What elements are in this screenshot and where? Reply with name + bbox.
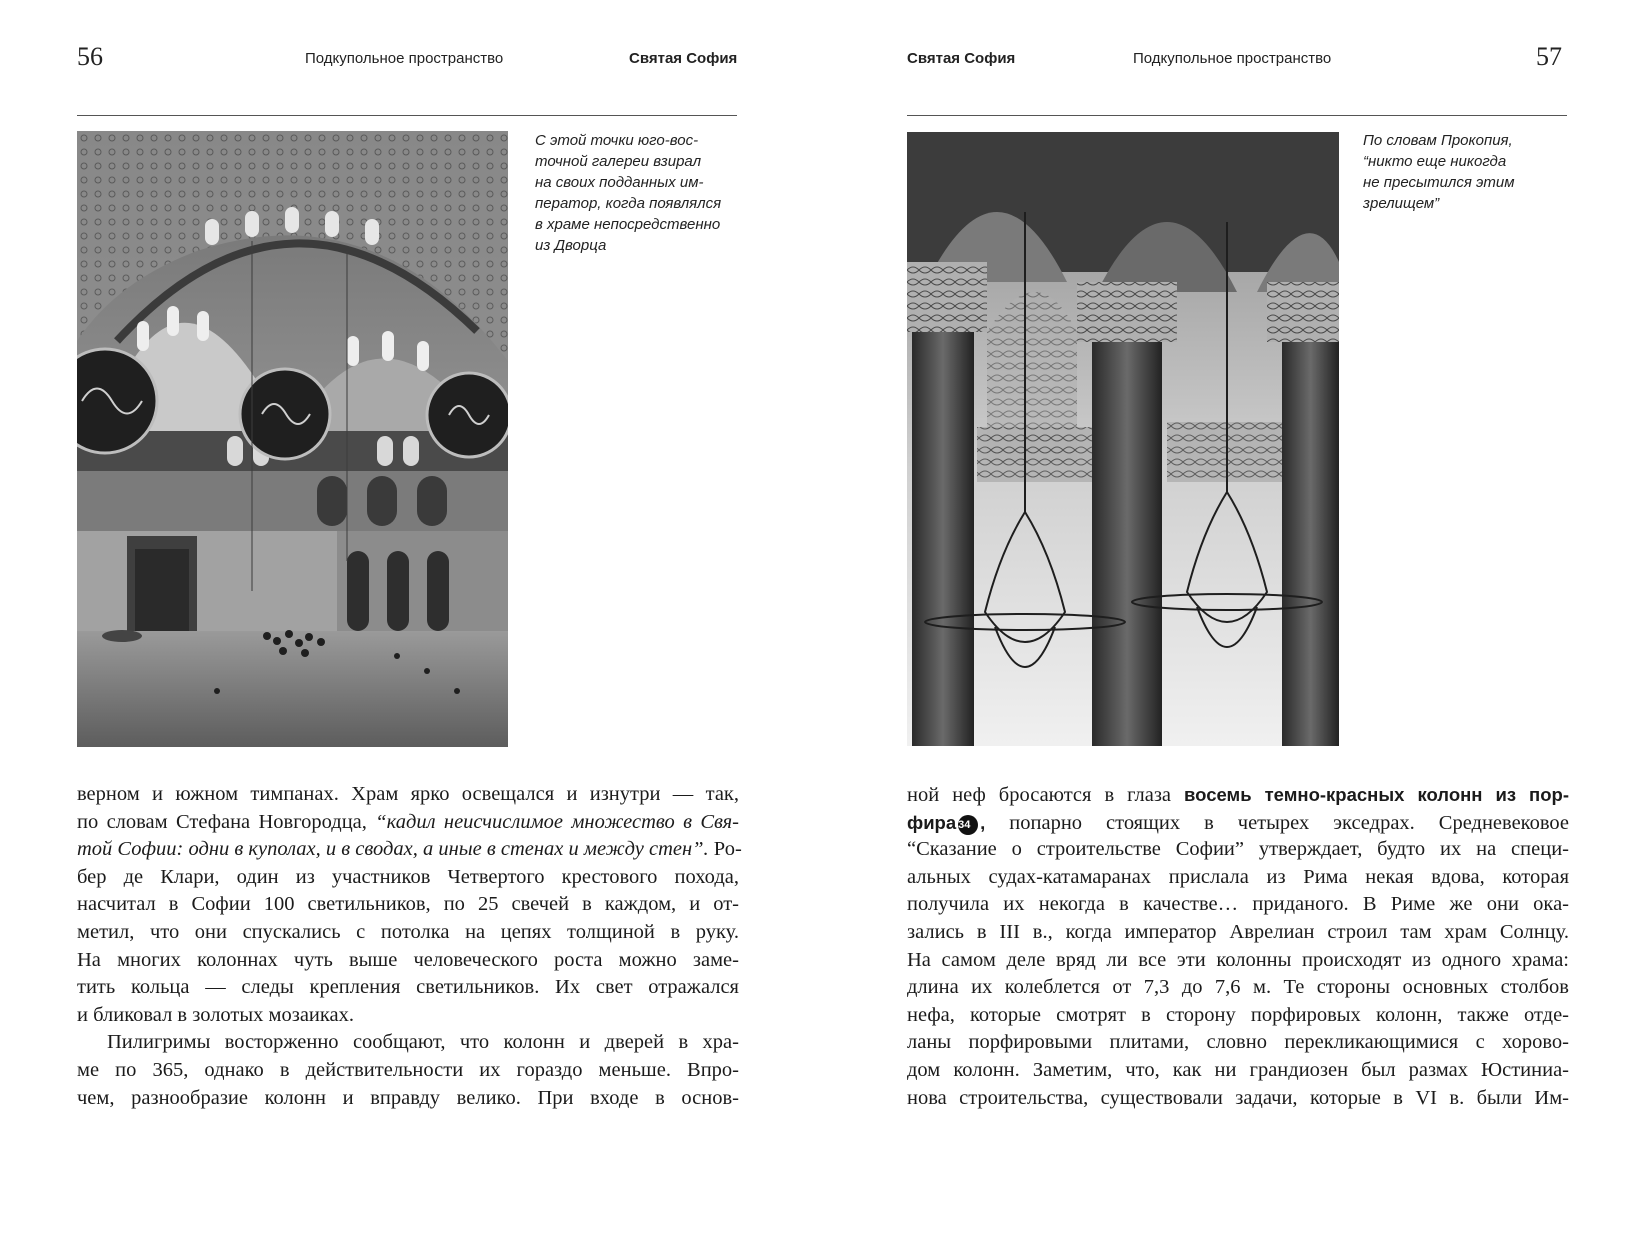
body-text-run: насчитал в Софии 100 светильников, по 25 свечей в каждом, и от-	[77, 893, 739, 916]
body-line	[77, 1085, 739, 1113]
body-text-run: зались в III в., когда император Аврелиан строил там храм Солнцу.	[907, 920, 1569, 943]
body-text-run: получила их некогда в качестве… приданого. В Риме же они ока-	[907, 893, 1569, 916]
body-text-run: “Сказание о строительстве Софии” утверждает, будто их на специ-	[907, 838, 1569, 861]
columns-photo-illustration	[907, 132, 1339, 746]
caption-line: зрелищем”	[1363, 195, 1440, 212]
body-line	[77, 1002, 739, 1030]
body-line	[907, 1002, 1569, 1030]
body-text	[77, 781, 742, 1112]
body-text-run: нефа, которые смотрят в сторону порфировых колонн, также отде-	[907, 1003, 1569, 1026]
header-rule	[77, 115, 737, 116]
body-text-run: дом колонн. Заметим, что, как ни грандиозен был размах Юстиниа-	[907, 1058, 1569, 1081]
running-head-title: Святая София	[629, 50, 738, 67]
body-line	[907, 1085, 1569, 1113]
running-head-section: Подкупольное пространство	[1133, 50, 1332, 67]
body-text-run: бер де Клари, один из участников Четвертого крестового похода,	[77, 865, 739, 888]
body-line	[77, 891, 739, 919]
body-text-run: альных судах-катамаранах прислала из Рима некая вдова, которая	[907, 865, 1569, 888]
body-text-run: по словам Стефана Новгородца,	[77, 810, 376, 833]
body-line	[77, 864, 739, 892]
body-text-run: ной неф бросаются в глаза	[907, 784, 1185, 806]
page-number: 57	[1536, 42, 1562, 71]
body-text-run: длина их колеблется от 7,3 до 7,6 м. Те стороны основных столбов	[907, 976, 1569, 999]
interior-photo-illustration	[77, 131, 508, 747]
body-text	[907, 781, 1569, 1112]
caption-line: точной галереи взирал	[535, 153, 702, 170]
body-text-run: Пилигримы восторженно сообщают, что колонн и дверей в хра-	[107, 1031, 739, 1054]
body-line	[77, 974, 739, 1002]
right-page	[815, 0, 1630, 1252]
body-text-run: чем, разнообразие колонн и вправду велико. При входе в основ-	[77, 1086, 739, 1109]
caption-line: По словам Прокопия,	[1363, 132, 1513, 149]
body-text-run: На самом деле вряд ли все эти колонны происходят из одного храма:	[907, 948, 1569, 971]
figure-marker-icon: 34	[958, 815, 978, 835]
caption-line: на своих подданных им-	[535, 174, 704, 191]
header-rule	[907, 115, 1567, 116]
body-line	[77, 1057, 739, 1085]
body-text-run: Ро-	[708, 838, 742, 861]
body-line	[77, 919, 739, 947]
running-head-title: Святая София	[907, 50, 1016, 67]
photo-interior-view	[77, 131, 508, 747]
body-line	[77, 809, 739, 837]
running-head-section: Подкупольное пространство	[305, 50, 504, 67]
photo-porphyry-columns	[907, 132, 1339, 746]
body-line	[907, 919, 1569, 947]
caption-line: “никто еще никогда	[1363, 153, 1507, 170]
body-line	[77, 836, 742, 864]
body-line	[907, 974, 1569, 1002]
body-line	[907, 1057, 1569, 1085]
quotation-text: “кадил неисчислимое множество в Свя-	[375, 810, 740, 833]
caption-line: не пресытился этим	[1363, 174, 1515, 191]
quotation-text: той Софии: одни в куполах, и в сводах, а иные в стенах и между стен”.	[77, 838, 709, 861]
body-line	[77, 1029, 739, 1057]
body-line	[907, 891, 1569, 919]
body-line	[907, 864, 1569, 892]
page-number: 56	[77, 42, 103, 71]
body-text-run: метил, что они спускались с потолка на цепях толщиной в руку.	[77, 920, 739, 943]
body-text-run: и бликовал в золотых мозаиках.	[77, 1003, 355, 1026]
body-text-run: ланы порфировыми плитами, словно перекликающимися с хорово-	[907, 1031, 1569, 1054]
caption-line: в храме непосредственно	[535, 216, 721, 233]
caption-line: ператор, когда появлялся	[535, 195, 722, 212]
body-line	[907, 836, 1569, 864]
body-text-run: попарно стоящих в четырех экседрах. Средневековое	[985, 811, 1569, 834]
emphasized-text: фира	[907, 811, 957, 833]
body-line	[77, 781, 739, 809]
caption-line: из Дворца	[535, 237, 607, 254]
body-text-run: тить кольца — следы крепления светильников. Их свет отражался	[77, 976, 739, 999]
emphasized-text: ,	[980, 811, 986, 833]
body-line	[907, 809, 1569, 837]
body-text-run: ме по 365, однако в действительности их гораздо меньше. Впро-	[77, 1058, 739, 1081]
caption-line: С этой точки юго-вос-	[535, 132, 699, 149]
body-line	[907, 947, 1569, 975]
body-text-run: верном и южном тимпанах. Храм ярко освещался и изнутри — так,	[77, 783, 739, 805]
body-line	[907, 781, 1569, 809]
body-line	[907, 1029, 1569, 1057]
body-line	[77, 947, 739, 975]
photo-caption	[1363, 130, 1558, 214]
body-text-run: На многих колоннах чуть выше человеческого роста можно заме-	[77, 948, 739, 971]
body-text-run: нова строительства, существовали задачи, которые в VI в. были Им-	[907, 1086, 1569, 1109]
emphasized-text: восемь темно-красных колонн из пор-	[1184, 784, 1569, 805]
photo-caption	[535, 130, 750, 256]
